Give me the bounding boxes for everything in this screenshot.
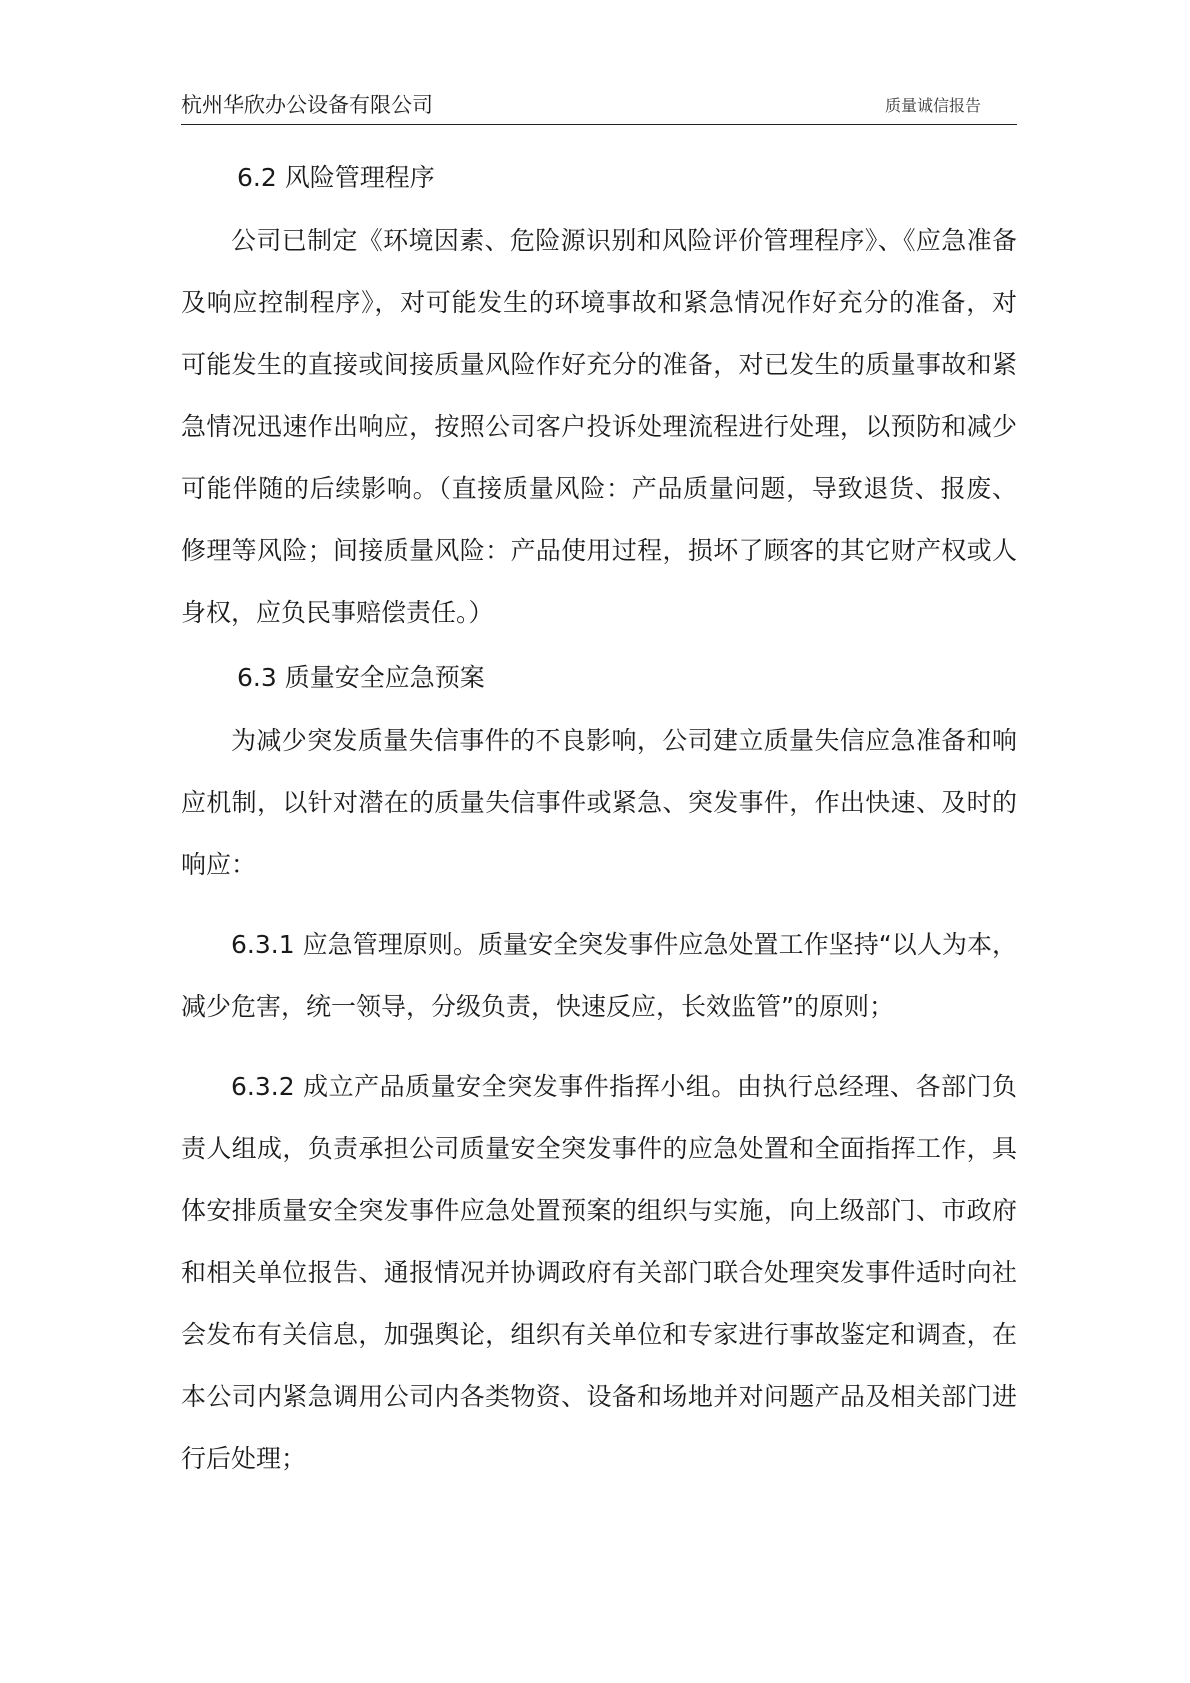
section-heading-6-2: 6.2 风险管理程序 xyxy=(237,163,435,192)
section-6-3-2-paragraph: 6.3.2 成立产品质量安全突发事件指挥小组。由执行总经理、各部门负责人组成，负责承担公司质量安全突发事件的应急处置和全面指挥工作，具体安排质量安全突发事件应急处置预案的组织与实施，向上级部门、市政府和相关单位报告、通报情况并协调政府有关部门联合处理突发事件适时向社会发布有关信息，加强舆论，组织有关单位和专家进行事故鉴定和调查，在本公司内紧急调用公司内各类物资、设备和场地并对问题产品及相关部门进行后处理； xyxy=(181,1072,1017,1473)
header-company-name: 杭州华欣办公设备有限公司 xyxy=(181,93,433,117)
document-body xyxy=(181,150,1017,1490)
section-6-3-intro: 为减少突发质量失信事件的不良影响，公司建立质量失信应急准备和响应机制，以针对潜在的质量失信事件或紧急、突发事件，作出快速、及时的响应： xyxy=(181,726,1017,879)
section-6-2-paragraph: 公司已制定《环境因素、危险源识别和风险评价管理程序》、《应急准备及响应控制程序》，对可能发生的环境事故和紧急情况作好充分的准备，对可能发生的直接或间接质量风险作好充分的准备，对已发生的质量事故和紧急情况迅速作出响应，按照公司客户投诉处理流程进行处理，以预防和减少可能伴随的后续影响。（直接质量风险：产品质量问题，导致退货、报废、修理等风险；间接质量风险：产品使用过程，损坏了顾客的其它财产权或人身权，应负民事赔偿责任。） xyxy=(181,226,1017,627)
section-heading-6-3: 6.3 质量安全应急预案 xyxy=(237,663,485,692)
page-header xyxy=(181,90,1017,125)
section-6-3-1-paragraph: 6.3.1 应急管理原则。质量安全突发事件应急处置工作坚持“以人为本，减少危害，统一领导，分级负责，快速反应，长效监管”的原则； xyxy=(181,930,1017,1021)
header-report-title: 质量诚信报告 xyxy=(884,96,981,115)
